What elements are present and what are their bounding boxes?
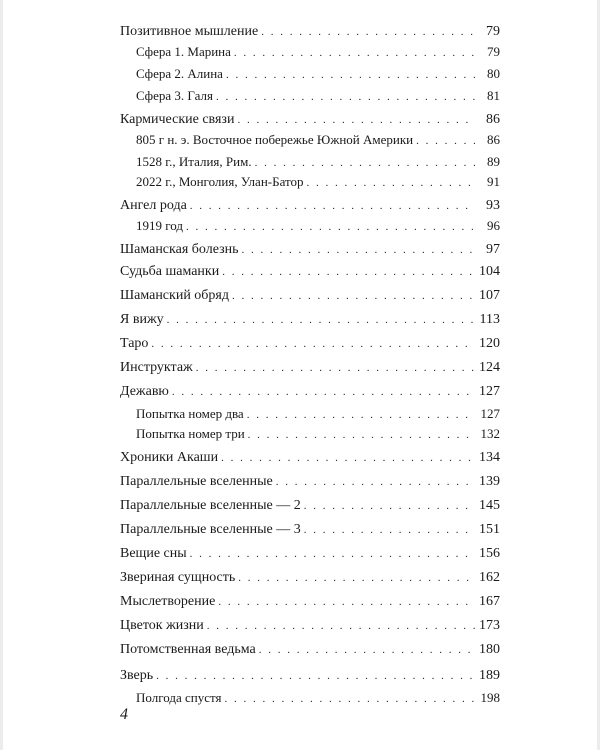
toc-entry-page: 86 [486, 112, 500, 127]
dot-leader [167, 310, 475, 330]
toc-entry-title: Мыслетворение [120, 594, 216, 609]
toc-entry-page: 145 [479, 498, 500, 513]
toc-entry-title: Звериная сущность [120, 570, 236, 585]
toc-entry-title: 1528 г., Италия, Рим. [136, 154, 252, 169]
toc-entry-title: Параллельные вселенные — 3 [120, 522, 301, 537]
toc-entry-page: 79 [487, 44, 500, 59]
dot-leader [190, 196, 475, 216]
toc-entry-title: Сфера 3. Галя [136, 88, 213, 103]
toc-entry-title: Сфера 2. Алина [136, 66, 223, 81]
toc-entry [120, 640, 500, 660]
toc-entry-title: Попытка номер три [136, 426, 245, 441]
dot-leader [172, 382, 475, 402]
toc-entry-page: 167 [479, 594, 500, 609]
toc-subentry [136, 64, 500, 84]
dot-leader [237, 110, 475, 130]
dot-leader [221, 448, 475, 468]
toc-entry-title: 1919 год [136, 218, 183, 233]
toc-entry [120, 472, 500, 492]
toc-entry [120, 334, 500, 354]
toc-entry-page: 134 [479, 450, 500, 465]
toc-entry [120, 544, 500, 564]
dot-leader [248, 425, 475, 445]
dot-leader [232, 286, 475, 306]
toc-entry-title: 2022 г., Монголия, Улан-Батор [136, 174, 304, 189]
toc-entry-page: 107 [479, 288, 500, 303]
toc-subentry [136, 424, 500, 444]
dot-leader [261, 22, 475, 42]
dot-leader [259, 640, 475, 660]
toc-entry-title: Параллельные вселенные — 2 [120, 498, 301, 513]
toc-entry-page: 86 [487, 132, 500, 147]
page-number: 4 [120, 706, 128, 723]
toc-entry-title: Попытка номер два [136, 406, 244, 421]
toc-entry-title: Полгода спустя [136, 690, 222, 705]
toc-entry-title: Параллельные вселенные [120, 474, 273, 489]
toc-entry-page: 139 [479, 474, 500, 489]
dot-leader [234, 43, 475, 63]
toc-entry-page: 198 [480, 690, 500, 705]
toc-entry [120, 666, 500, 686]
toc-entry [120, 520, 500, 540]
toc-entry-page: 91 [487, 174, 500, 189]
toc-entry-title: Кармические связи [120, 112, 235, 127]
toc-entry-title: Сфера 1. Марина [136, 44, 231, 59]
toc-entry [120, 568, 500, 588]
toc-entry [120, 110, 500, 130]
toc-entry-page: 81 [487, 88, 500, 103]
dot-leader [151, 334, 475, 354]
toc-entry-page: 124 [479, 360, 500, 375]
toc-subentry [136, 42, 500, 62]
toc-entry-page: 180 [479, 642, 500, 657]
toc-entry-page: 93 [486, 198, 500, 213]
dot-leader [226, 65, 475, 85]
dot-leader [307, 173, 475, 193]
toc-entry-title: Я вижу [120, 312, 164, 327]
toc-entry-page: 156 [479, 546, 500, 561]
dot-leader [255, 153, 475, 173]
toc-entry-page: 162 [479, 570, 500, 585]
toc-entry-page: 173 [479, 618, 500, 633]
dot-leader [224, 689, 475, 709]
toc-entry [120, 592, 500, 612]
toc-entry [120, 22, 500, 42]
toc-entry-page: 127 [480, 406, 500, 421]
toc-entry-page: 113 [479, 312, 500, 327]
toc-entry-page: 120 [479, 336, 500, 351]
dot-leader [247, 405, 475, 425]
toc-entry-title: Дежавю [120, 384, 169, 399]
dot-leader [216, 87, 475, 107]
toc-entry-page: 79 [486, 24, 500, 39]
toc-subentry [136, 216, 500, 236]
dot-leader [241, 240, 475, 260]
toc-entry-page: 89 [487, 154, 500, 169]
toc-entry [120, 616, 500, 636]
toc-subentry [136, 86, 500, 106]
toc-entry [120, 240, 500, 260]
toc-entry-title: Хроники Акаши [120, 450, 219, 465]
toc-entry [120, 496, 500, 516]
toc-entry-title: Позитивное мышление [120, 24, 259, 39]
dot-leader [196, 358, 475, 378]
toc-entry-title: Судьба шаманки [120, 264, 220, 279]
table-of-contents [3, 0, 600, 750]
toc-entry-page: 96 [487, 218, 500, 233]
toc-entry-title: Шаманский обряд [120, 288, 229, 303]
dot-leader [238, 568, 475, 588]
toc-entry-title: Ангел рода [120, 198, 187, 213]
dot-leader [416, 131, 475, 151]
dot-leader [218, 592, 475, 612]
toc-subentry [136, 152, 500, 172]
toc-subentry [136, 130, 500, 150]
toc-entry [120, 382, 500, 402]
toc-entry [120, 310, 500, 330]
toc-entry-page: 151 [479, 522, 500, 537]
toc-subentry [136, 404, 500, 424]
dot-leader [186, 217, 475, 237]
toc-entry-page: 104 [479, 264, 500, 279]
dot-leader [156, 666, 475, 686]
toc-entry-title: Цветок жизни [120, 618, 204, 633]
toc-entry-title: Потомственная ведьма [120, 642, 256, 657]
toc-entry-title: Зверь [120, 668, 154, 683]
toc-entry [120, 196, 500, 216]
dot-leader [276, 472, 475, 492]
toc-entry-page: 127 [479, 384, 500, 399]
toc-entry-page: 132 [480, 426, 500, 441]
toc-entry-title: Таро [120, 336, 149, 351]
toc-entry-title: Шаманская болезнь [120, 242, 239, 257]
toc-subentry [136, 172, 500, 192]
dot-leader [190, 544, 475, 564]
dot-leader [222, 262, 475, 282]
toc-entry-title: Вещие сны [120, 546, 187, 561]
toc-subentry [136, 688, 500, 708]
dot-leader [304, 520, 475, 540]
dot-leader [207, 616, 475, 636]
toc-entry [120, 262, 500, 282]
toc-entry-page: 97 [486, 242, 500, 257]
toc-entry-title: 805 г н. э. Восточное побережье Южной Америки [136, 132, 414, 147]
toc-entry [120, 286, 500, 306]
toc-entry [120, 448, 500, 468]
toc-entry [120, 358, 500, 378]
toc-entry-page: 189 [479, 668, 500, 683]
toc-entry-page: 80 [487, 66, 500, 81]
toc-entry-title: Инструктаж [120, 360, 193, 375]
dot-leader [304, 496, 475, 516]
